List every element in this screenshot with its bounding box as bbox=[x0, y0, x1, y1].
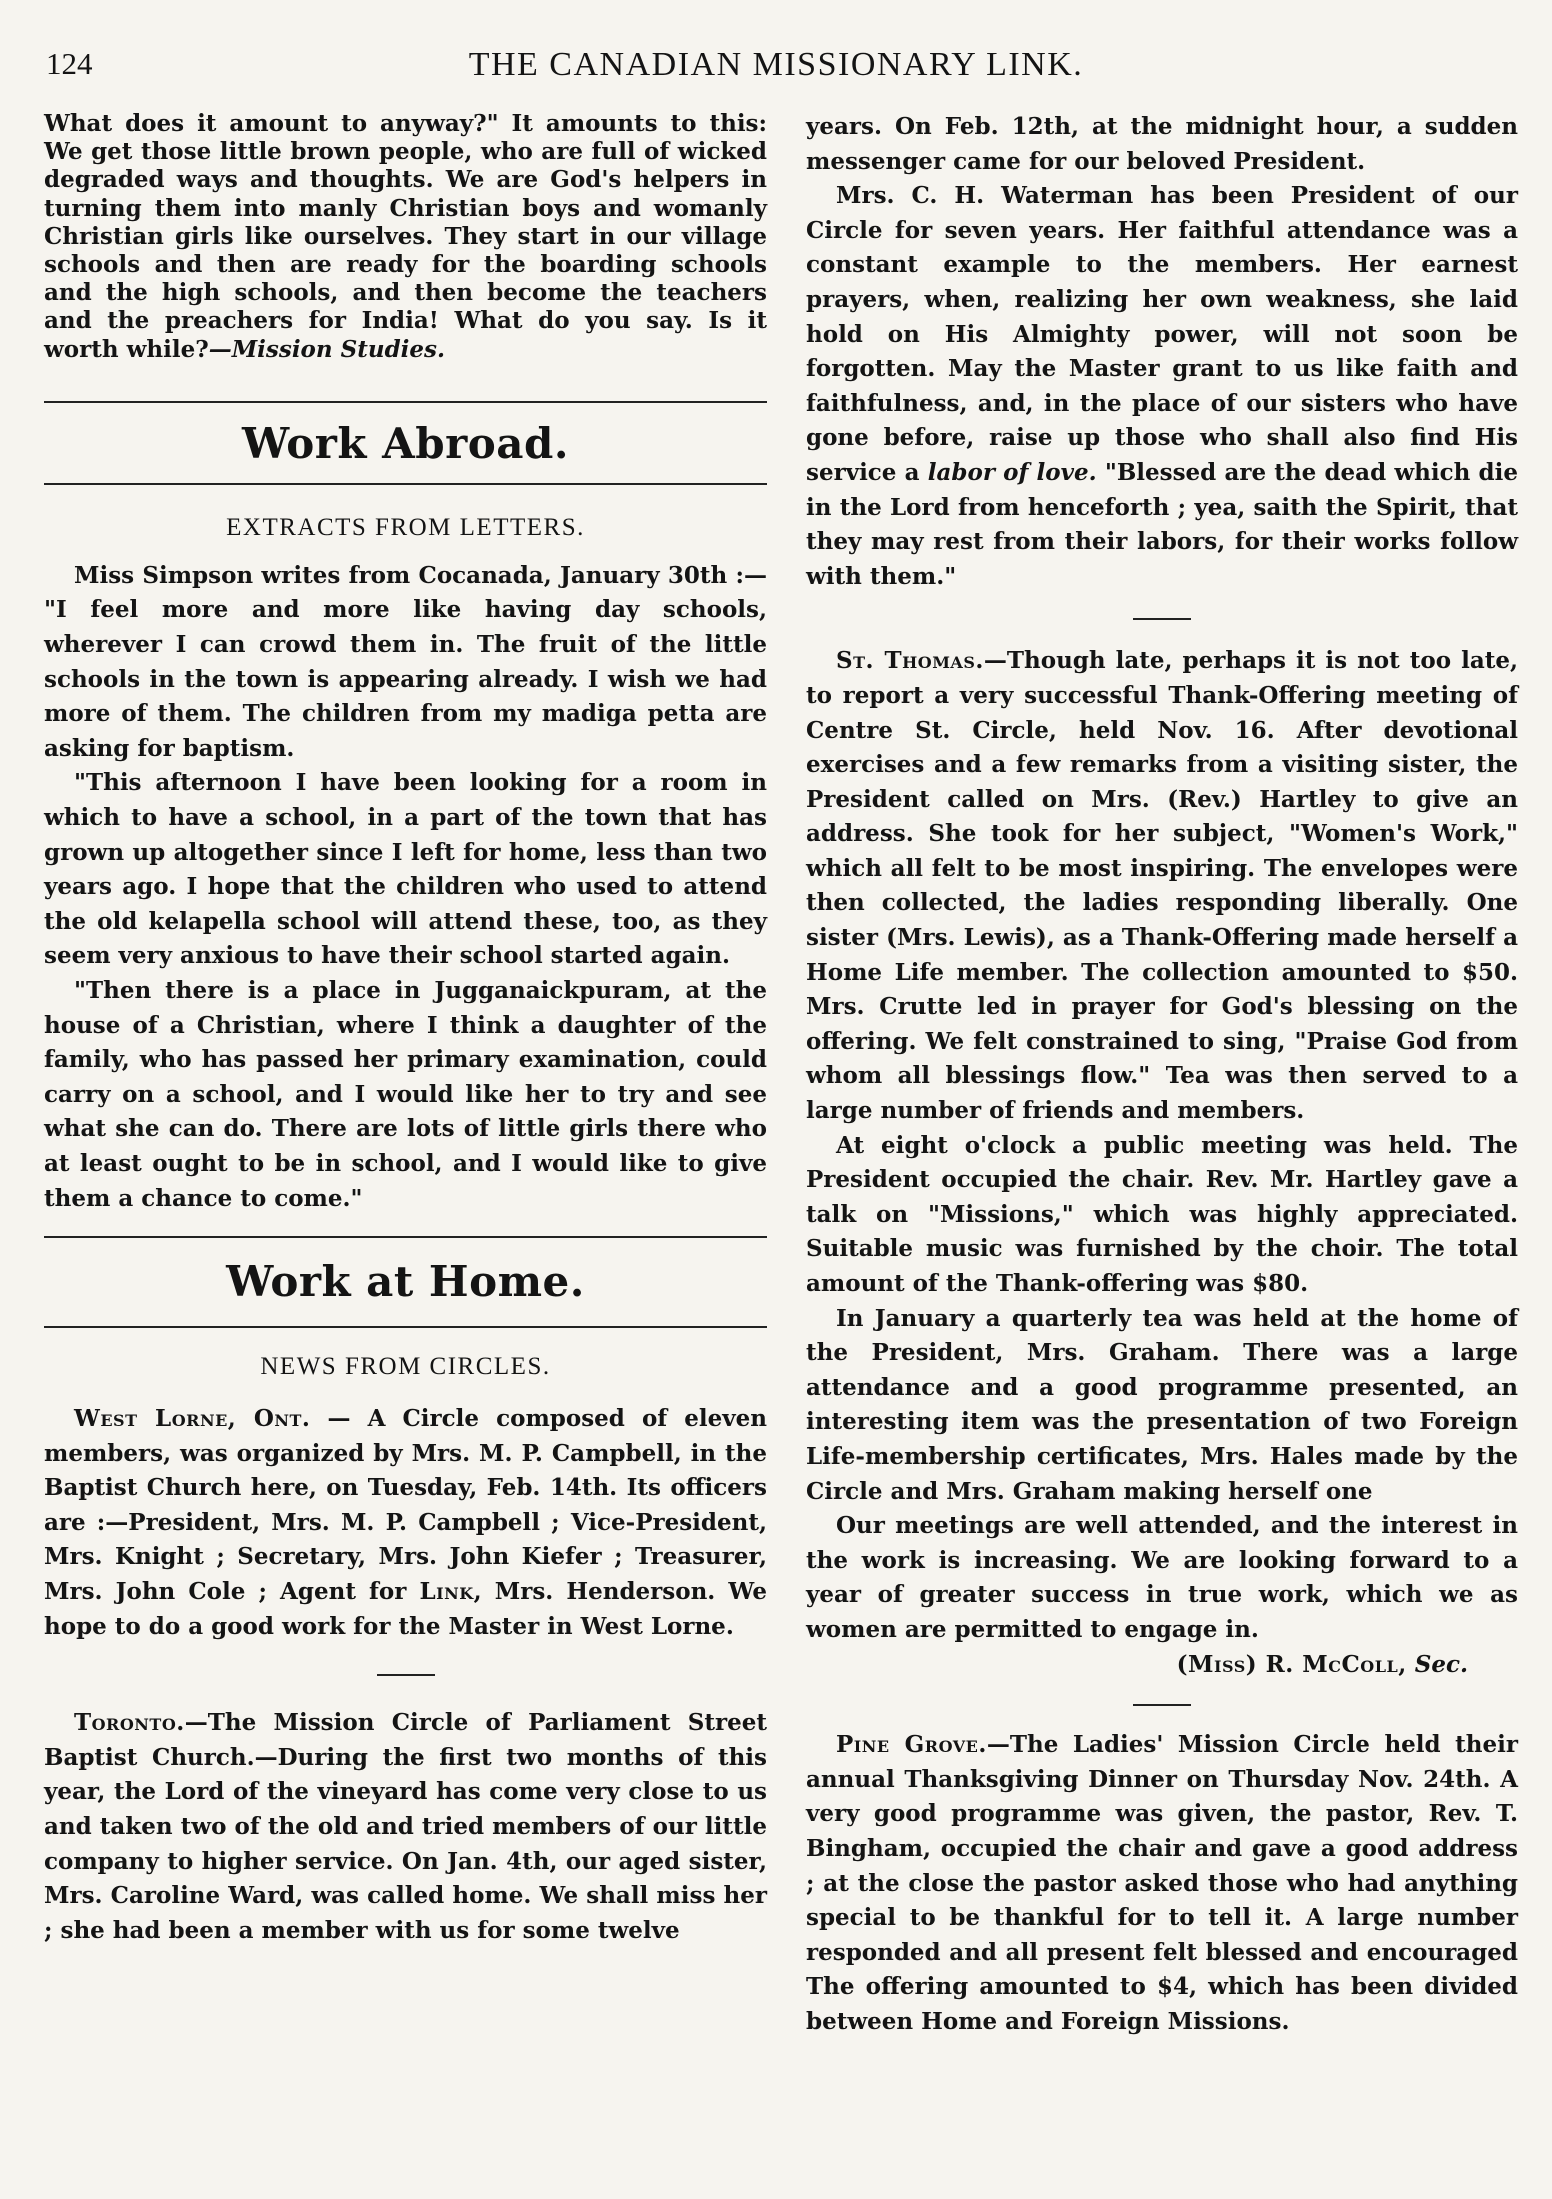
intro-paragraph bbox=[44, 110, 767, 364]
page-header bbox=[46, 46, 1506, 96]
right-column bbox=[806, 110, 1518, 2039]
section-rule bbox=[44, 1326, 767, 1328]
st-thomas-paragraph: Our meetings are well attended, and the interest in the work is increasing. We are looking forward to a year of greater success in true work, which we as women are permitted to engage in. bbox=[806, 1512, 1518, 1643]
pine-grove-text: —The Ladies' Mission Circle held their annual Thanksgiving Dinner on Thursday Nov. 24th. A very good programme was given, the pastor, Rev. T. Bingham, occupied the chair and gave a good address ; at the close the pastor asked those who had anything special to be thankful for to tell it. A large number responded and all present felt blessed and encouraged The offering amounted to $4, which has been divided between Home and Foreign Missions. bbox=[806, 1731, 1518, 2035]
section-rule bbox=[44, 483, 767, 485]
work-at-home-heading: Work at Home. bbox=[226, 1257, 585, 1307]
section-rule bbox=[44, 401, 767, 403]
pine-grove-report bbox=[806, 1728, 1518, 2039]
extracts-heading: EXTRACTS FROM LETTERS. bbox=[226, 513, 585, 541]
toronto-continued: years. On Feb. 12th, at the midnight hour, a sudden messenger came for our beloved President. bbox=[806, 113, 1518, 175]
left-column bbox=[44, 110, 767, 1948]
toronto-text: —The Mission Circle of Parliament Street Baptist Church.—During the first two months of this year, the Lord of the vineyard has come very close to us and taken two of the old and tried members of our little company to higher service. On Jan. 4th, our aged sister, Mrs. Caroline Ward, was called home. We shall miss her ; she had been a member with us for some twelve bbox=[44, 1709, 767, 1944]
toronto-report bbox=[44, 1706, 767, 1948]
letter-paragraph: "This afternoon I have been looking for a room in which to have a school, in a part of the town that has grown up altogether since I left for home, less than two years ago. I hope that the children who used to attend the old kelapella school will attend these, too, as they seem very anxious to have their school started again. bbox=[44, 769, 767, 970]
link-word: Link bbox=[419, 1578, 474, 1606]
st-thomas-place: St. Thomas. bbox=[836, 647, 984, 675]
st-thomas-paragraph: At eight o'clock a public meeting was held. The President occupied the chair. Rev. Mr. Hartley gave a talk on "Missions," which was highly appreciated. Suitable music was furnished by the choir. The total amount of the Thank-offering was $80. bbox=[806, 1131, 1518, 1297]
west-lorne-report bbox=[44, 1402, 767, 1644]
west-lorne-text: — A Circle composed of eleven members, was organized by Mrs. M. P. Campbell, in the Baptist Church here, on Tuesday, Feb. 14th. Its officers are :—President, Mrs. M. P. Campbell ; Vice-President, Mrs. Knight ; Secretary, Mrs. John Kiefer ; Treasurer, Mrs. John Cole ; Agent for bbox=[44, 1405, 767, 1606]
page-number: 124 bbox=[46, 46, 93, 81]
letter-paragraph: Miss Simpson writes from Cocanada, January 30th :— "I feel more and more like having day schools, wherever I can crowd them in. The fruit of the little schools in the town is appearing already. I wish we had more of them. The children from my madiga petta are asking for baptism. bbox=[44, 561, 767, 762]
blessed-quote: "Blessed are the dead which die in the Lord from henceforth ; yea, saith the Spirit, that they may rest from their labors, for their works follow with them." bbox=[806, 458, 1518, 590]
separator-rule bbox=[1133, 618, 1191, 620]
west-lorne-end: , Mrs. Henderson. We hope to do a good work for the Master in West Lorne. bbox=[44, 1578, 767, 1640]
letter-extract bbox=[44, 559, 767, 1216]
signature-name: (Miss) R. McColl, bbox=[1176, 1650, 1407, 1678]
labor-of-love: labor of love. bbox=[927, 458, 1097, 486]
waterman-text: Mrs. C. H. Waterman has been President of our Circle for seven years. Her faithful attendance was a constant example to the members. Her earnest prayers, when, realizing her own weakness, she laid hold on His Almighty power, will not soon be forgotten. May the Master grant to us like faith and faithfulness, and, in the place of our sisters who have gone before, raise up those who shall also find His service a bbox=[806, 182, 1518, 486]
west-lorne-place: West Lorne, Ont. bbox=[74, 1405, 311, 1433]
st-thomas-paragraph: In January a quarterly tea was held at the home of the President, Mrs. Graham. There was a large attendance and a good programme presented, an interesting item was the presentation of two Foreign Life-membership certificates, Mrs. Hales made by the Circle and Mrs. Graham making herself one bbox=[806, 1304, 1518, 1505]
section-rule bbox=[44, 1236, 767, 1238]
news-heading: NEWS FROM CIRCLES. bbox=[260, 1353, 551, 1381]
letter-paragraph: "Then there is a place in Jugganaickpuram, at the house of a Christian, where I think a daughter of the family, who has passed her primary examination, could carry on a school, and I would like her to try and see what she can do. There are lots of little girls there who at least ought to be in school, and I would like to give them a chance to come." bbox=[44, 976, 767, 1212]
intro-text: What does it amount to anyway?" It amounts to this: We get those little brown people, who are full of wicked degraded ways and thoughts. We are God's helpers in turning them into manly Christian boys and womanly Christian girls like ourselves. They start in our village schools and then are ready for the boarding schools and the high schools, and then become the teachers and the preachers for India! What do you say. Is it worth while? bbox=[44, 110, 767, 363]
signature-title: Sec. bbox=[1414, 1650, 1468, 1678]
intro-source: —Mission Studies. bbox=[208, 335, 445, 363]
separator-rule bbox=[377, 1674, 435, 1676]
toronto-place: Toronto. bbox=[74, 1709, 185, 1737]
running-title: THE CANADIAN MISSIONARY LINK. bbox=[468, 46, 1084, 83]
waterman-tribute bbox=[806, 179, 1518, 594]
work-abroad-heading: Work Abroad. bbox=[242, 418, 569, 468]
st-thomas-text: —Though late, perhaps it is not too late, to report a very successful Thank-Offering meeting of Centre St. Circle, held Nov. 16. After devotional exercises and a few remarks from a visiting sister, the President called on Mrs. (Rev.) Hartley to give an address. She took for her subject, "Women's Work," which all felt to be most inspiring. The envelopes were then collected, the ladies responding liberally. One sister (Mrs. Lewis), as a Thank-Offering made herself a Home Life member. The collection amounted to $50. Mrs. Crutte led in prayer for God's blessing on the offering. We felt constrained to sing, "Praise God from whom all blessings flow." Tea was then served to a large number of friends and members. bbox=[806, 647, 1518, 1125]
signature bbox=[806, 1648, 1518, 1683]
separator-rule bbox=[1133, 1704, 1191, 1706]
st-thomas-report bbox=[806, 644, 1518, 1128]
pine-grove-place: Pine Grove. bbox=[836, 1731, 987, 1759]
